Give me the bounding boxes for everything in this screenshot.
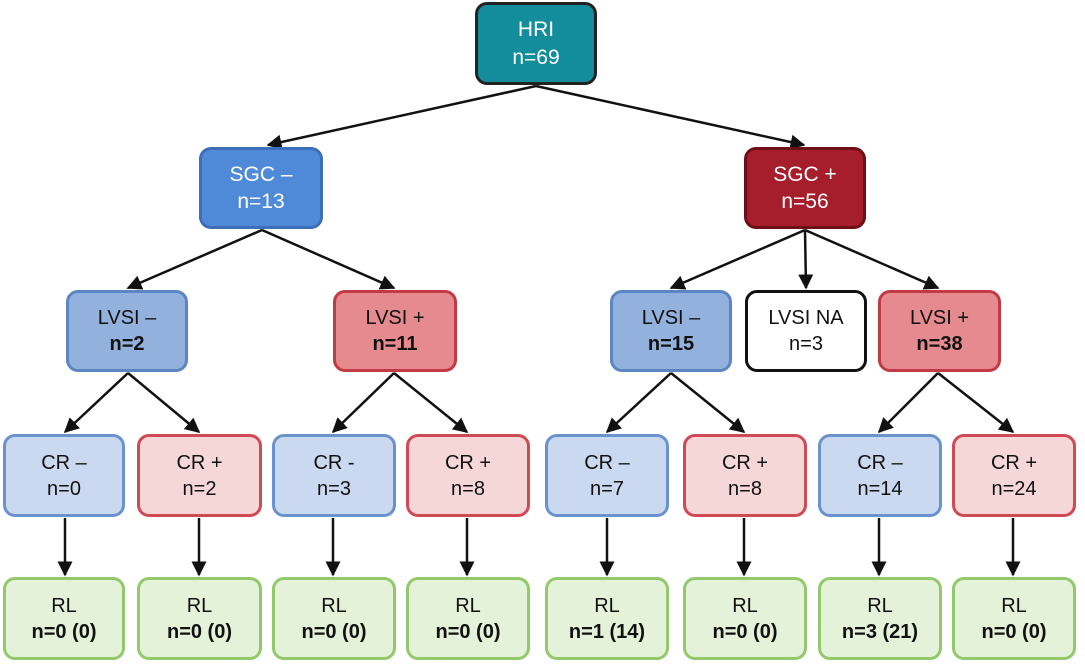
- arrow-15: [938, 373, 1013, 432]
- node-label: LVSI +: [909, 307, 970, 329]
- node-label: RL: [321, 594, 347, 617]
- node-label: RL: [594, 594, 620, 617]
- node-label: SGC +: [773, 162, 837, 186]
- node-count: n=1 (14): [568, 620, 646, 643]
- node-cr-4: [406, 434, 530, 517]
- node-label: LVSI NA: [768, 307, 844, 329]
- node-sgc-negative: [199, 147, 323, 229]
- arrow-9: [128, 373, 199, 432]
- node-label: CR –: [857, 451, 903, 474]
- arrow-3: [128, 230, 262, 288]
- node-rl-4: [406, 577, 530, 660]
- node-count: n=7: [590, 477, 624, 500]
- arrow-11: [394, 373, 467, 432]
- node-hri: [475, 2, 597, 85]
- node-cr-8: [952, 434, 1076, 517]
- node-count: n=0: [47, 477, 81, 500]
- node-count: n=0 (0): [435, 620, 501, 643]
- node-count: n=0 (0): [31, 620, 97, 643]
- node-label: CR +: [990, 451, 1038, 474]
- node-rl-2: [137, 577, 262, 660]
- node-cr-3: [272, 434, 396, 517]
- node-label: CR +: [444, 451, 492, 474]
- node-sgc-positive: [744, 147, 866, 229]
- node-cr-5: [545, 434, 669, 517]
- node-count: n=13: [237, 190, 285, 213]
- arrow-4: [262, 230, 394, 288]
- arrow-10: [333, 373, 394, 432]
- node-label: SGC –: [229, 162, 293, 186]
- node-count: n=8: [728, 477, 762, 500]
- node-label: RL: [867, 594, 893, 617]
- node-label: LVSI +: [365, 307, 425, 329]
- node-label: LVSI –: [641, 307, 701, 329]
- node-count: n=15: [647, 333, 695, 355]
- node-label: CR –: [584, 451, 630, 474]
- arrow-12: [607, 373, 671, 432]
- node-lvsi-negative-1: [66, 290, 188, 372]
- node-count: n=2: [182, 477, 217, 500]
- node-lvsi-positive-1: [333, 290, 457, 372]
- arrow-5: [671, 230, 805, 288]
- node-rl-3: [272, 577, 396, 660]
- arrow-7: [805, 230, 938, 288]
- arrow-6: [805, 230, 806, 288]
- node-count: n=0 (0): [166, 620, 233, 643]
- node-lvsi-negative-2: [610, 290, 732, 372]
- node-count: n=3: [789, 333, 823, 355]
- node-count: n=0 (0): [981, 620, 1047, 643]
- node-label: RL: [51, 594, 77, 617]
- node-label: CR -: [313, 451, 355, 474]
- node-lvsi-na: [745, 290, 867, 372]
- node-count: n=3 (21): [841, 620, 919, 643]
- arrow-13: [671, 373, 744, 432]
- node-cr-1: [3, 434, 125, 517]
- node-cr-7: [818, 434, 942, 517]
- node-count: n=14: [857, 477, 903, 500]
- node-label: HRI: [517, 18, 555, 42]
- node-label: CR +: [721, 451, 769, 474]
- node-count: n=38: [916, 333, 963, 355]
- node-label: RL: [186, 594, 213, 617]
- node-rl-5: [545, 577, 669, 660]
- node-count: n=2: [109, 333, 145, 355]
- node-label: RL: [455, 594, 481, 617]
- node-count: n=3: [317, 477, 351, 500]
- node-count: n=11: [372, 333, 418, 355]
- node-count: n=24: [991, 477, 1037, 500]
- node-count: n=0 (0): [712, 620, 778, 643]
- node-count: n=0 (0): [301, 620, 367, 643]
- node-rl-8: [952, 577, 1076, 660]
- node-rl-1: [3, 577, 125, 660]
- node-label: CR +: [176, 451, 223, 474]
- node-label: RL: [732, 594, 758, 617]
- node-rl-6: [683, 577, 807, 660]
- node-count: n=56: [781, 190, 829, 213]
- arrow-2: [536, 86, 804, 145]
- arrow-1: [268, 86, 536, 145]
- node-cr-2: [137, 434, 262, 517]
- node-count: n=69: [512, 45, 560, 69]
- node-label: CR –: [41, 451, 87, 474]
- arrow-8: [65, 373, 128, 432]
- node-lvsi-positive-2: [878, 290, 1001, 372]
- node-rl-7: [818, 577, 942, 660]
- node-count: n=8: [451, 477, 485, 500]
- arrow-14: [879, 373, 938, 432]
- node-cr-6: [683, 434, 807, 517]
- node-label: LVSI –: [97, 307, 157, 329]
- node-label: RL: [1001, 594, 1027, 617]
